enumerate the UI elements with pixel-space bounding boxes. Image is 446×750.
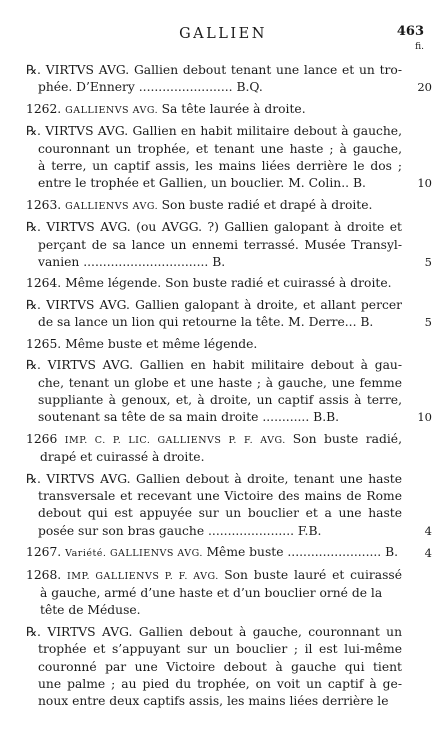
entry-number: 1265.: [26, 336, 66, 351]
catalogue-entry: [26, 431, 402, 467]
entry-line: posée sur son bras gauche ...................... F.B.: [38, 523, 322, 538]
entry-line: de sa lance un lion qui retourne la tête. M. Derre... B.: [38, 315, 374, 330]
rarity-value: 5: [424, 315, 432, 330]
obverse-text: Même buste ........................ B.: [206, 545, 399, 560]
rarity-value: 10: [417, 176, 432, 191]
entry-heading: [26, 275, 402, 292]
entry-line: ℞. VIRTVS AVG. Gallien debout tenant une lance et un tro-: [26, 63, 402, 77]
entry-line: vanien ................................ B.: [38, 255, 226, 270]
rarity-value: 4: [424, 546, 432, 561]
catalogue-entry: [26, 544, 432, 562]
catalogue-entry: [26, 101, 402, 119]
entry-number: 1266: [26, 431, 65, 446]
entry-line: perçant de sa lance un ennemi terrassé. Musée Transyl-: [38, 237, 402, 252]
reverse-description: [26, 624, 402, 711]
obverse-legend: IMP. C. P. LIC. GALLIENVS P. F. AVG.: [64, 434, 293, 446]
entry-heading: [26, 567, 402, 585]
entry-heading: [26, 431, 402, 449]
running-title: GALLIEN: [179, 26, 267, 42]
entry-line: entre le trophée et Gallien, un bouclier. M. Colin.. B.: [38, 176, 366, 191]
entry-line: ℞. VIRTVS AVG. Gallien en habit militaire debout à gau-: [26, 358, 402, 373]
entry-number: 1262.: [26, 101, 66, 116]
obverse-text: Son buste radié et drapé à droite.: [161, 197, 373, 212]
catalogue-entry: [26, 567, 402, 620]
entry-heading: [26, 544, 402, 562]
entry-continuation: drapé et cuirassé à droite.: [40, 450, 205, 465]
page-number: 463: [396, 24, 424, 39]
entry-line: à terre, un captif assis, les mains liées derrière le dos ;: [38, 159, 402, 174]
obverse-text: Son buste lauré et cuirassé: [224, 567, 402, 582]
rarity-value: 10: [417, 410, 432, 425]
entry-number: 1263.: [26, 197, 66, 212]
catalogue-entry: [26, 336, 402, 353]
entry-line: phée. D’Ennery ........................ B.Q.: [38, 80, 263, 95]
catalogue-entry: [26, 197, 402, 215]
entry-number: 1267.: [26, 545, 66, 560]
obverse-legend: IMP. GALLIENVS P. F. AVG.: [67, 570, 225, 582]
entry-line: noux entre deux captifs assis, les mains liées derrière le: [38, 694, 389, 709]
entry-line: ℞. VIRTVS AVG. Gallien galopant à droite, et allant percer: [26, 297, 402, 312]
obverse-legend: GALLIENVS AVG.: [65, 104, 162, 116]
entry-continuation: à gauche, armé d’une haste et d’un bouclier orné de la tête de Méduse.: [40, 585, 383, 618]
entry-number: 1264.: [26, 276, 66, 291]
entry-line: soutenant sa tête de sa main droite ............ B.B.: [38, 410, 340, 425]
entry-line: couronnant un trophée, et tenant une haste ; à gauche,: [38, 141, 402, 156]
entry-number: 1268.: [26, 567, 68, 582]
entry-line: ℞. VIRTVS AVG. Gallien debout à gauche, couronnant un: [26, 624, 402, 639]
entry-line: transversale et recevant une Victoire des mains de Rome: [38, 488, 402, 503]
rarity-value: 4: [424, 523, 432, 538]
entry-line: couronné par une Victoire debout à gauche qui tient: [38, 659, 402, 674]
obverse-text: Sa tête laurée à droite.: [161, 101, 306, 116]
entry-line: trophée et s’appuyant sur un bouclier ; il est lui-même: [38, 642, 402, 657]
obverse-text: Même légende. Son buste radié et cuirassé à droite.: [65, 276, 392, 291]
catalogue-body: [26, 62, 432, 715]
rarity-value: 5: [424, 255, 432, 270]
entry-line: ℞. VIRTVS AVG. Gallien en habit militaire debout à gauche,: [26, 124, 402, 139]
obverse-text: Son buste radié,: [292, 431, 402, 446]
entry-line: debout qui est appuyée sur un bouclier et a une haste: [38, 506, 402, 521]
reverse-description: [26, 219, 432, 271]
rarity-value: 20: [417, 80, 432, 95]
entry-line: ℞. VIRTVS AVG. Gallien debout à droite, tenant une haste: [26, 471, 402, 486]
catalogue-entry: [26, 275, 402, 292]
entry-line: che, tenant un globe et une haste ; à gauche, une femme: [38, 375, 402, 390]
obverse-legend: GALLIENVS AVG.: [65, 200, 162, 212]
reverse-description: [26, 62, 432, 97]
entry-line: une palme ; au pied du trophée, on voit un captif à ge-: [38, 677, 402, 691]
entry-heading: [26, 197, 402, 215]
folio-mark: fi.: [415, 42, 424, 52]
reverse-description: [26, 357, 432, 427]
reverse-description: [26, 123, 432, 193]
entry-heading: [26, 101, 402, 119]
page-header: [0, 26, 446, 50]
entry-line: suppliante à genoux, et, à droite, un captif assis à terre,: [38, 392, 402, 407]
reverse-description: [26, 471, 432, 541]
obverse-text: Même buste et même légende.: [65, 336, 258, 351]
entry-line: ℞. VIRTVS AVG. (ou AVGG. ?) Gallien galopant à droite et: [26, 220, 402, 235]
entry-heading: [26, 336, 402, 353]
obverse-legend: Variété. GALLIENVS AVG.: [65, 548, 207, 560]
reverse-description: [26, 297, 432, 332]
